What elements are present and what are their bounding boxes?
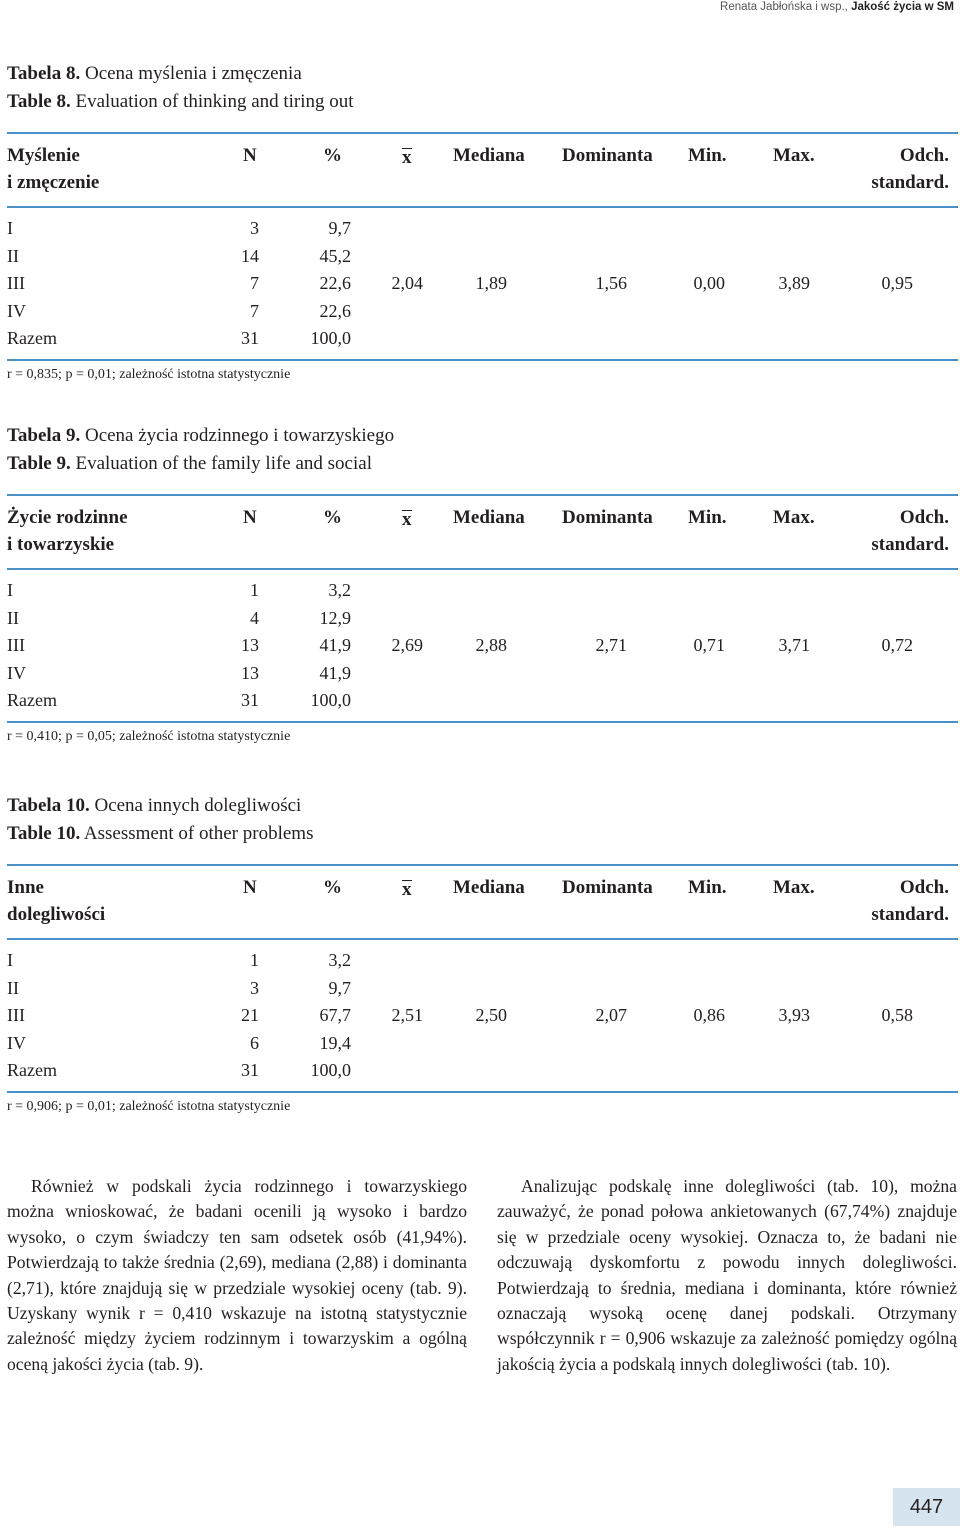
table-note: r = 0,410; p = 0,05; zależność istotna statystycznie xyxy=(7,728,291,744)
body-paragraph: Analizując podskalę inne dolegliwości (tab. 10), można zauważyć, że ponad połowa ankietowanych (67,74%) znajduje się w przedziale oceny wysokiej. Oznacza to, że badani nie odczuwają dyskomfortu z powodu innych dolegliwości. Potwierdzają to średnia, mediana i dominanta, które również oznaczają wysoką ocenę danej podskali. Otrzymany współczynnik r = 0,906 wskazuje za zależność pomiędzy ogólną jakością życia a podskalą innych dolegliwości (tab. 10). xyxy=(497,1176,957,1374)
stat-mean: 2,51 xyxy=(391,1005,423,1025)
header-mode: Dominanta xyxy=(562,877,653,898)
table-row: Razem 31 100,0 xyxy=(7,690,351,710)
stat-mode: 1,56 xyxy=(595,273,627,293)
table-note: r = 0,906; p = 0,01; zależność istotna statystycznie xyxy=(7,1098,291,1114)
body-column-left xyxy=(7,1174,467,1377)
table-header xyxy=(7,866,958,940)
header-first-col: Życie rodzinne i towarzyskie xyxy=(7,507,128,555)
table-header xyxy=(7,496,958,570)
table-body xyxy=(7,940,958,1093)
header-sd: Odch. standard. xyxy=(871,877,949,925)
header-authors: Renata Jabłońska i wsp., xyxy=(720,1,852,13)
stat-min: 0,86 xyxy=(693,1005,725,1025)
stat-median: 1,89 xyxy=(475,273,507,293)
header-median: Mediana xyxy=(453,877,525,898)
header-mean: x xyxy=(402,147,412,168)
header-min: Min. xyxy=(688,507,727,528)
running-header xyxy=(454,0,954,14)
header-n: N xyxy=(243,507,257,528)
header-pct: % xyxy=(323,877,342,898)
table-row: III 13 41,9 2,69 2,88 2,71 0,71 3,71 0,72 xyxy=(7,632,958,660)
header-sd: Odch. standard. xyxy=(871,145,949,193)
body-column-right xyxy=(497,1174,957,1377)
stat-mode: 2,71 xyxy=(595,635,627,655)
table-row: Razem 31 100,0 xyxy=(7,328,351,348)
table-row: II 4 12,9 xyxy=(7,607,351,628)
stat-min: 0,00 xyxy=(693,273,725,293)
stat-sd: 0,95 xyxy=(881,273,913,293)
data-table xyxy=(7,494,958,747)
table-header xyxy=(7,134,958,208)
table-row: II 3 9,7 xyxy=(7,977,351,998)
table-row: II 14 45,2 xyxy=(7,245,351,266)
table-caption-pl: Tabela 9. Ocena życia rodzinnego i towarzyskiego xyxy=(7,425,395,446)
table-body xyxy=(7,208,958,361)
table-row: IV 13 41,9 xyxy=(7,662,351,683)
table-10 xyxy=(7,792,958,1117)
stat-mode: 2,07 xyxy=(595,1005,627,1025)
stat-max: 3,89 xyxy=(778,273,810,293)
table-caption-en: Table 10. Assessment of other problems xyxy=(7,823,314,844)
table-8 xyxy=(7,60,958,385)
header-max: Max. xyxy=(773,145,815,166)
header-n: N xyxy=(243,145,257,166)
table-body xyxy=(7,570,958,723)
header-mode: Dominanta xyxy=(562,145,653,166)
header-mode: Dominanta xyxy=(562,507,653,528)
stat-max: 3,93 xyxy=(778,1005,810,1025)
table-caption-pl: Tabela 8. Ocena myślenia i zmęczenia xyxy=(7,63,302,84)
stat-sd: 0,72 xyxy=(881,635,913,655)
table-row: Razem 31 100,0 xyxy=(7,1060,351,1080)
stat-min: 0,71 xyxy=(693,635,725,655)
table-9 xyxy=(7,422,958,747)
header-first-col: Myślenie i zmęczenie xyxy=(7,145,100,193)
table-row: IV 6 19,4 xyxy=(7,1032,351,1053)
table-note: r = 0,835; p = 0,01; zależność istotna statystycznie xyxy=(7,366,291,382)
header-n: N xyxy=(243,877,257,898)
body-paragraph: Również w podskali życia rodzinnego i towarzyskiego można wnioskować, że badani ocenili ją wysoko i bardzo wysoko, o czym świadczy ten sam odsetek osób (41,94%). Potwierdzają to także średnia (2,69), mediana (2,88) i dominanta (2,71), które znajdują się w przedziale wysokiej oceny (tab. 9). Uzyskany wynik r = 0,410 wskazuje na istotną statystycznie zależność między życiem rodzinnym i towarzyskim a ogólną oceną jakości życia (tab. 9). xyxy=(7,1176,467,1374)
stat-max: 3,71 xyxy=(778,635,810,655)
table-caption-pl: Tabela 10. Ocena innych dolegliwości xyxy=(7,795,302,816)
table-row: III 21 67,7 2,51 2,50 2,07 0,86 3,93 0,58 xyxy=(7,1002,958,1030)
stat-sd: 0,58 xyxy=(881,1005,913,1025)
table-caption-en: Table 9. Evaluation of the family life and social xyxy=(7,453,372,474)
header-max: Max. xyxy=(773,877,815,898)
stat-mean: 2,69 xyxy=(391,635,423,655)
stat-median: 2,50 xyxy=(475,1005,507,1025)
stat-mean: 2,04 xyxy=(391,273,423,293)
stat-median: 2,88 xyxy=(475,635,507,655)
table-row: IV 7 22,6 xyxy=(7,300,351,321)
header-max: Max. xyxy=(773,507,815,528)
header-median: Mediana xyxy=(453,145,525,166)
table-row: I 3 9,7 xyxy=(7,218,351,238)
table-row: I 1 3,2 xyxy=(7,950,351,970)
header-title: Jakość życia w SM xyxy=(851,1,954,13)
page-number: 447 xyxy=(893,1488,960,1526)
header-pct: % xyxy=(323,507,342,528)
table-caption-en: Table 8. Evaluation of thinking and tiring out xyxy=(7,91,354,112)
header-min: Min. xyxy=(688,877,727,898)
table-row: III 7 22,6 2,04 1,89 1,56 0,00 3,89 0,95 xyxy=(7,270,958,298)
table-row: I 1 3,2 xyxy=(7,580,351,600)
header-pct: % xyxy=(323,145,342,166)
header-mean: x xyxy=(402,509,412,530)
data-table xyxy=(7,864,958,1117)
header-median: Mediana xyxy=(453,507,525,528)
header-sd: Odch. standard. xyxy=(871,507,949,555)
header-min: Min. xyxy=(688,145,727,166)
header-mean: x xyxy=(402,879,412,900)
header-first-col: Inne dolegliwości xyxy=(7,877,106,925)
data-table xyxy=(7,132,958,385)
